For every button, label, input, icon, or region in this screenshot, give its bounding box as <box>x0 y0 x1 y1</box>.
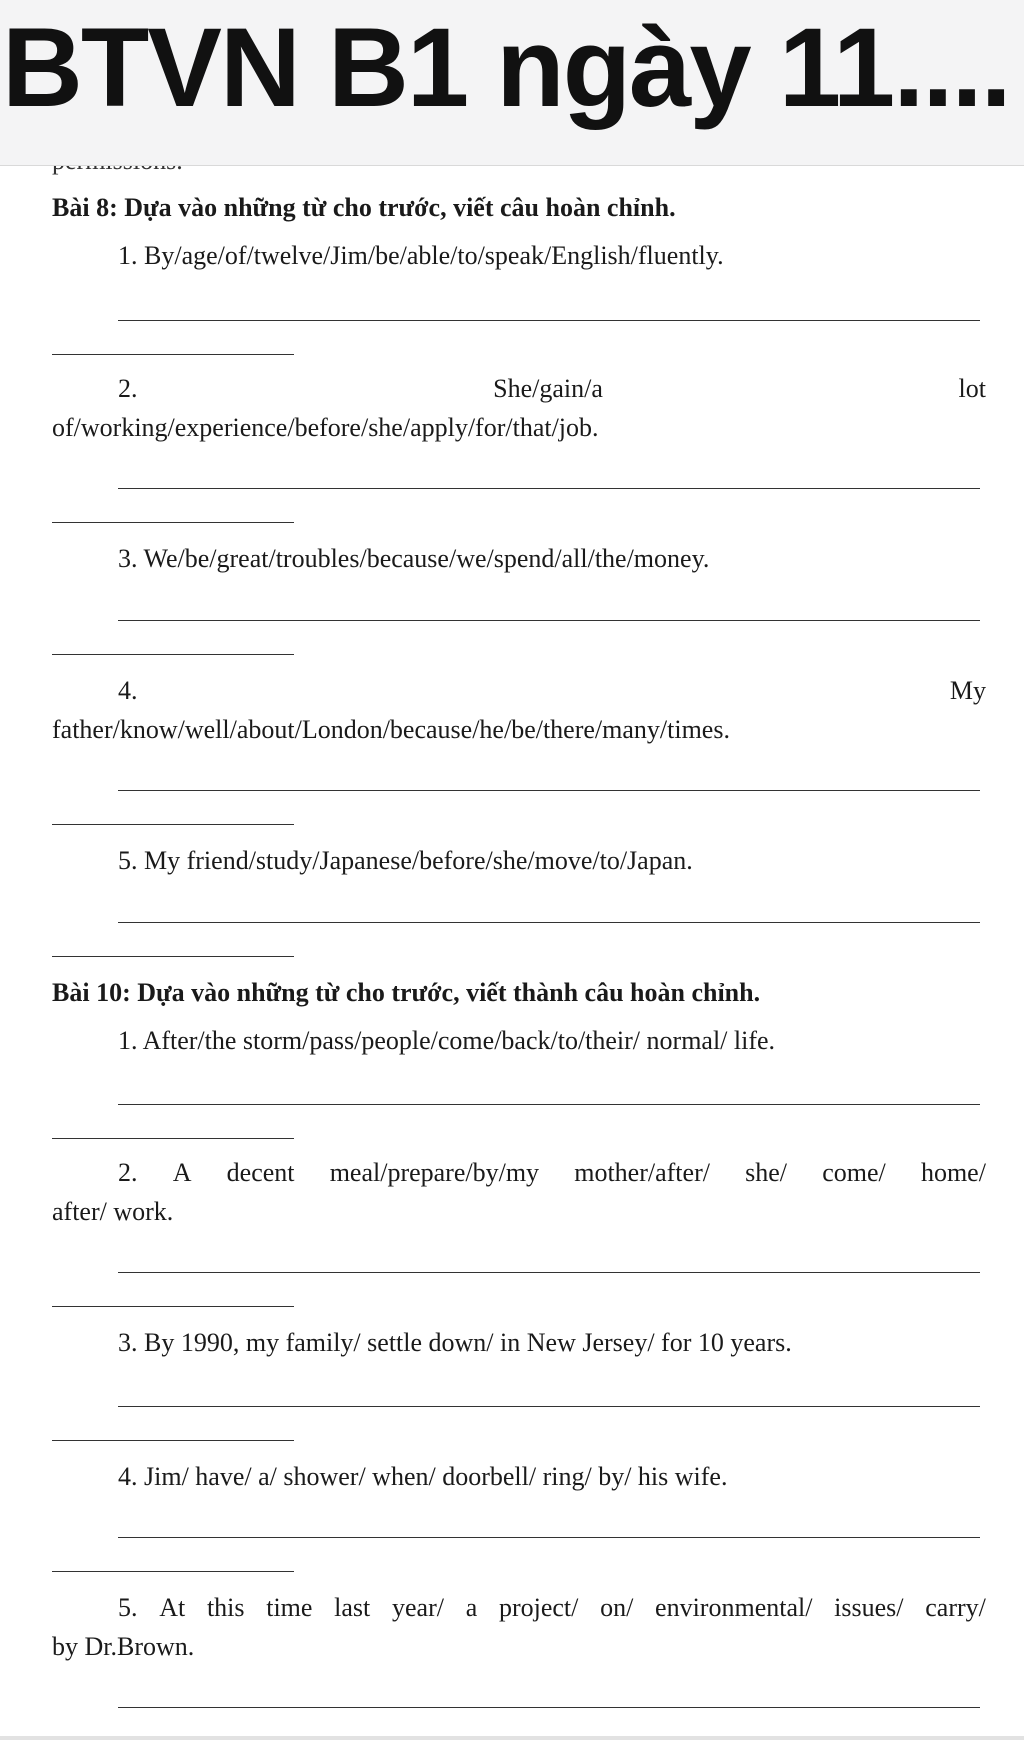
answer-line <box>118 1537 980 1538</box>
exercise-8-2-continued: of/working/experience/before/she/apply/for/that/job. <box>52 413 599 442</box>
exercise-word: come/ <box>822 1158 886 1187</box>
exercise-8-4-continued: father/know/well/about/London/because/he/be/there/many/times. <box>52 715 730 744</box>
exercise-words: lot <box>958 374 986 403</box>
exercise-8-1: 1. By/age/of/twelve/Jim/be/able/to/speak/English/fluently. <box>118 241 724 270</box>
exercise-word: on/ <box>600 1593 634 1622</box>
exercise-word: home/ <box>920 1158 986 1187</box>
exercise-10-4: 4. Jim/ have/ a/ shower/ when/ doorbell/ ring/ by/ his wife. <box>118 1462 728 1491</box>
answer-line <box>118 1406 980 1407</box>
section-8-heading: Bài 8: Dựa vào những từ cho trước, viết câu hoàn chỉnh. <box>52 193 676 222</box>
answer-line <box>118 790 980 791</box>
exercise-10-5 <box>118 1592 986 1623</box>
exercise-8-4 <box>118 675 986 706</box>
exercise-number: 4. <box>118 676 138 705</box>
answer-line <box>52 1306 294 1307</box>
exercise-number: 2. <box>118 1158 138 1187</box>
answer-line <box>118 922 980 923</box>
exercise-word: decent <box>226 1158 295 1187</box>
exercise-number: 5. <box>118 1593 138 1622</box>
answer-line <box>118 1272 980 1273</box>
exercise-words: She/gain/a <box>493 374 603 403</box>
exercise-word: environmental/ <box>655 1593 813 1622</box>
exercise-word: At <box>159 1593 186 1622</box>
exercise-word: time <box>266 1593 313 1622</box>
exercise-8-3: 3. We/be/great/troubles/because/we/spend/all/the/money. <box>118 544 710 573</box>
exercise-8-5: 5. My friend/study/Japanese/before/she/move/to/Japan. <box>118 846 693 875</box>
exercise-10-1: 1. After/the storm/pass/people/come/back/to/their/ normal/ life. <box>118 1026 776 1055</box>
exercise-word: project/ <box>498 1593 579 1622</box>
answer-line <box>118 320 980 321</box>
exercise-10-5-continued: by Dr.Brown. <box>52 1632 195 1661</box>
exercise-10-2-continued: after/ work. <box>52 1197 174 1226</box>
exercise-word: mother/after/ <box>574 1158 710 1187</box>
answer-line <box>118 620 980 621</box>
answer-line <box>118 488 980 489</box>
exercise-word: A <box>172 1158 192 1187</box>
scroll-edge <box>0 1736 1024 1740</box>
answer-line <box>52 1571 294 1572</box>
exercise-word: a <box>465 1593 478 1622</box>
exercise-8-2 <box>118 373 986 404</box>
answer-line <box>52 824 294 825</box>
answer-line <box>52 956 294 957</box>
answer-line <box>52 1138 294 1139</box>
page-title: BTVN B1 ngày 11.... <box>2 5 1010 130</box>
exercise-words: My <box>949 676 986 705</box>
exercise-word: last <box>334 1593 371 1622</box>
title-bar <box>0 0 1024 166</box>
answer-line <box>52 1440 294 1441</box>
section-10-heading: Bài 10: Dựa vào những từ cho trước, viết thành câu hoàn chỉnh. <box>52 978 761 1007</box>
exercise-word: she/ <box>745 1158 788 1187</box>
exercise-word: year/ <box>392 1593 444 1622</box>
answer-line <box>52 522 294 523</box>
answer-line <box>118 1707 980 1708</box>
answer-line <box>118 1104 980 1105</box>
exercise-word: meal/prepare/by/my <box>329 1158 540 1187</box>
exercise-10-3: 3. By 1990, my family/ settle down/ in New Jersey/ for 10 years. <box>118 1328 792 1357</box>
answer-line <box>52 354 294 355</box>
exercise-word: carry/ <box>925 1593 986 1622</box>
answer-line <box>52 654 294 655</box>
exercise-number: 2. <box>118 374 138 403</box>
exercise-word: this <box>206 1593 245 1622</box>
exercise-word: issues/ <box>834 1593 904 1622</box>
exercise-10-2 <box>118 1157 986 1188</box>
